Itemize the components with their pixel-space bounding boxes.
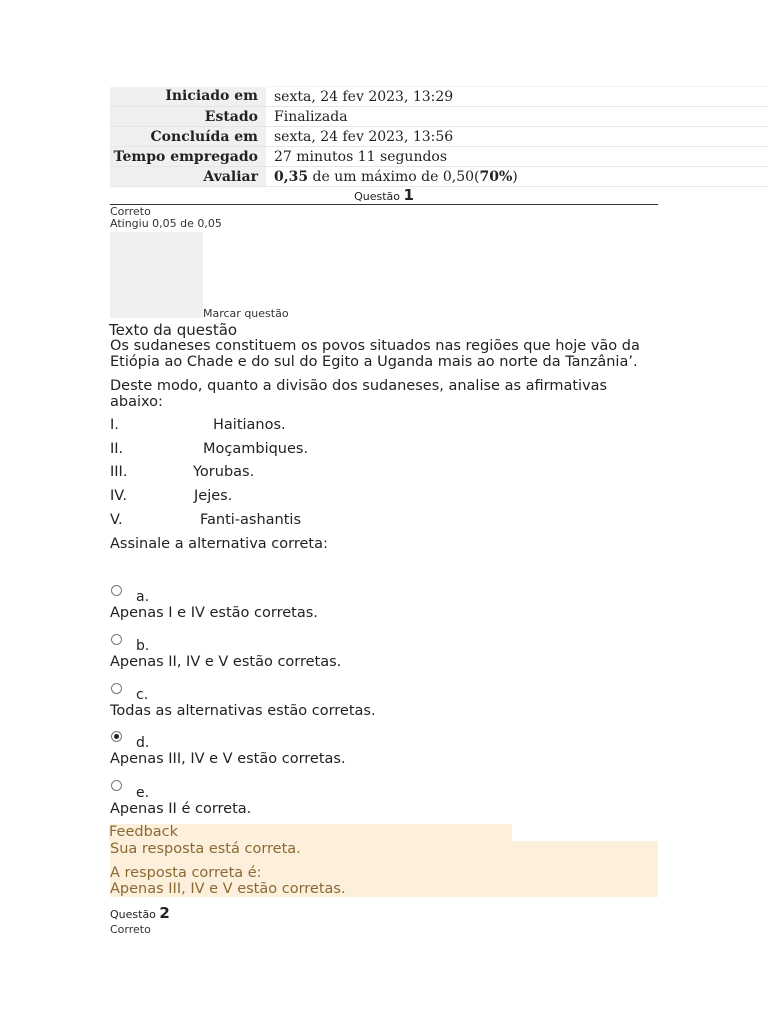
statement-numeral: IV. (110, 488, 127, 504)
statement-numeral: V. (110, 512, 123, 528)
flag-question-box[interactable] (110, 232, 203, 318)
summary-row (110, 127, 768, 147)
option-d-radio[interactable] (111, 731, 122, 742)
question-2-status: Correto (110, 923, 151, 936)
question-prefix: Questão (110, 908, 156, 921)
feedback-box (110, 841, 658, 897)
statement-text: Haitianos. (213, 417, 286, 433)
grade-percent: 70% (479, 168, 513, 185)
summary-label: Iniciado em (110, 87, 266, 107)
option-c-radio[interactable] (111, 683, 122, 694)
grade-end: ) (512, 168, 518, 185)
question-text-label: Texto da questão (109, 321, 238, 339)
option-b-letter: b. (136, 638, 150, 654)
option-a-radio[interactable] (111, 585, 122, 596)
summary-label: Estado (110, 107, 266, 127)
question-status: Correto (110, 205, 151, 218)
question-2-header (110, 904, 170, 922)
summary-value: sexta, 24 fev 2023, 13:56 (266, 127, 768, 147)
summary-label: Tempo empregado (110, 147, 266, 167)
summary-value: 27 minutos 11 segundos (266, 147, 768, 167)
option-d-text[interactable]: Apenas III, IV e V estão corretas. (110, 751, 346, 767)
summary-row (110, 147, 768, 167)
option-e-letter: e. (136, 785, 150, 801)
summary-value: sexta, 24 fev 2023, 13:29 (266, 87, 768, 107)
option-e-radio[interactable] (111, 780, 122, 791)
statement-numeral: I. (110, 417, 119, 433)
question-number: 2 (159, 904, 170, 922)
correct-answer-text: Apenas III, IV e V estão corretas. (110, 881, 346, 897)
option-b-text[interactable]: Apenas II, IV e V estão corretas. (110, 654, 342, 670)
question-prefix: Questão (354, 190, 400, 203)
summary-label: Concluída em (110, 127, 266, 147)
statement-text: Fanti-ashantis (200, 512, 302, 528)
option-c-letter: c. (136, 687, 149, 703)
option-d-letter: d. (136, 735, 150, 751)
summary-value: Finalizada (266, 107, 768, 127)
question-points: Atingiu 0,05 de 0,05 (110, 217, 222, 230)
flag-question-link[interactable]: Marcar questão (203, 307, 289, 320)
correct-answer-label: A resposta correta é: (110, 865, 262, 881)
statement-text: Moçambiques. (203, 441, 309, 457)
option-b-radio[interactable] (111, 634, 122, 645)
option-c-text[interactable]: Todas as alternativas estão corretas. (110, 703, 376, 719)
grade-label: Avaliar (110, 167, 266, 187)
statement-numeral: II. (110, 441, 124, 457)
statement-numeral: III. (110, 464, 128, 480)
question-paragraph-1: Os sudaneses constituem os povos situados nas regiões que hoje vão da Etiópia ao Chade e do sul do Egito a Uganda mais ao norte da Tanzânia’. (110, 338, 640, 370)
question-instruction: Assinale a alternativa correta: (110, 536, 328, 552)
option-a-letter: a. (136, 589, 150, 605)
summary-row (110, 87, 768, 107)
grade-row (110, 167, 768, 187)
grade-score: 0,35 (274, 168, 309, 185)
summary-row (110, 107, 768, 127)
question-number: 1 (403, 186, 414, 204)
option-a-text[interactable]: Apenas I e IV estão corretas. (110, 605, 318, 621)
feedback-message: Sua resposta está correta. (110, 841, 301, 857)
grade-value (266, 167, 768, 187)
question-paragraph-2: Deste modo, quanto a divisão dos sudaneses, analise as afirmativas abaixo: (110, 378, 608, 410)
feedback-title: Feedback (109, 824, 512, 841)
grade-middle: de um máximo de 0,50( (308, 168, 480, 185)
option-e-text[interactable]: Apenas II é correta. (110, 801, 252, 817)
statement-text: Jejes. (194, 488, 233, 504)
attempt-summary-table (110, 86, 768, 187)
question-1-header (110, 186, 658, 205)
statement-text: Yorubas. (193, 464, 255, 480)
